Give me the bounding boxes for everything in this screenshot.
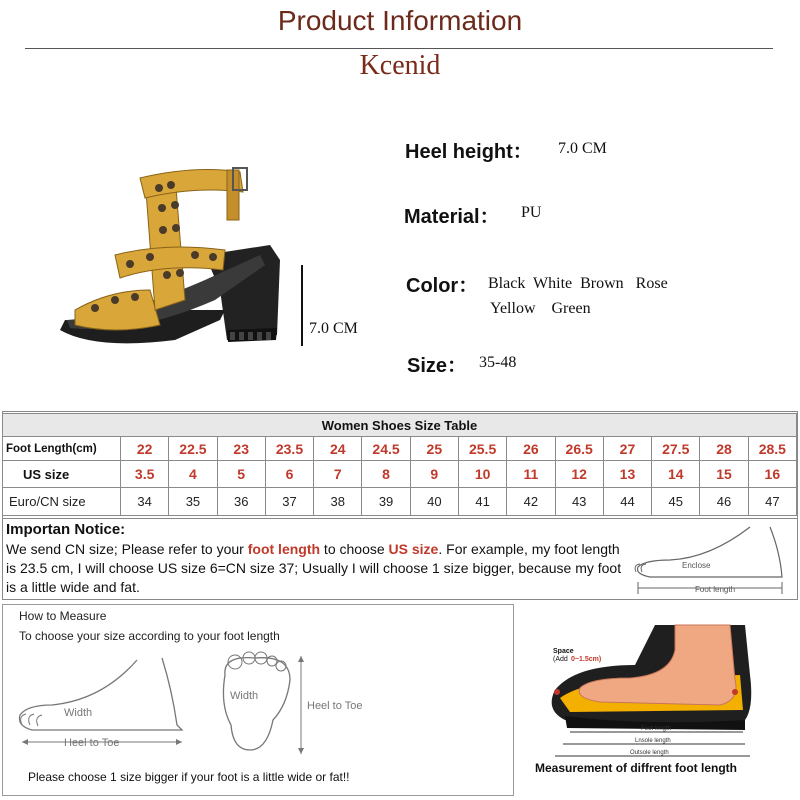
measure-footnote: Please choose 1 size bigger if your foot is a little wide or fat!!: [28, 770, 350, 784]
eu-size-cell: 35: [169, 488, 217, 516]
side-foot-diagram: [12, 650, 212, 750]
color-values-line1: Black White Brown Rose: [488, 275, 668, 292]
notice-text-3: . For example, my foot length is 23.5 cm, I will choose US size 6=CN size 37; Usually I will choose 1 size bigger, because my foot is a little wide and fat.: [6, 541, 622, 595]
top-heel-to-toe-label: Heel to Toe: [307, 700, 363, 712]
us-size-cell: 9: [410, 461, 458, 488]
sandal-image: [55, 160, 315, 360]
eu-size-cell: 39: [362, 488, 410, 516]
us-size-cell: 14: [652, 461, 700, 488]
foot-length-cell: 23: [217, 437, 265, 461]
eu-size-cell: 43: [555, 488, 603, 516]
enclose-label: Enclose: [682, 561, 711, 570]
eu-size-cell: 47: [748, 488, 796, 516]
side-width-label: Width: [64, 707, 93, 719]
heel-height-label: Heel height：: [405, 141, 533, 163]
measure-title: How to Measure: [19, 609, 107, 623]
us-size-row: [3, 461, 797, 488]
diagram-foot-length-label: Foot length: [695, 585, 736, 594]
eu-size-cell: 38: [314, 488, 362, 516]
page-title: Product Information: [277, 5, 523, 36]
heel-dimension-line: [301, 265, 303, 346]
foot-length-cell: 27: [603, 437, 651, 461]
shoe-fit-diagram: [545, 620, 760, 760]
us-size-cell: 8: [362, 461, 410, 488]
brand-name: Kcenid: [359, 50, 441, 81]
foot-length-cell: 25.5: [458, 437, 506, 461]
add-value: 0~1.5cm): [571, 656, 602, 663]
us-size-cell: 16: [748, 461, 796, 488]
us-size-cell: 15: [700, 461, 748, 488]
color-values-line2: Yellow Green: [490, 300, 591, 317]
outsole-length-label: Outsole length: [630, 750, 669, 756]
notice-text: [6, 540, 631, 597]
size-value: 35-48: [479, 354, 517, 371]
eu-size-cell: 42: [507, 488, 555, 516]
us-size-cell: 5: [217, 461, 265, 488]
eu-size-cell: 44: [603, 488, 651, 516]
eu-size-cell: 45: [652, 488, 700, 516]
us-size-cell: 10: [458, 461, 506, 488]
foot-length-cell: 27.5: [652, 437, 700, 461]
foot-length-cell: 26: [507, 437, 555, 461]
notice-highlight-foot-length: foot length: [247, 541, 321, 557]
measure-subtitle: To choose your size according to your foot length: [19, 629, 280, 643]
foot-length-cell: 25: [410, 437, 458, 461]
foot-length-cell: 22.5: [169, 437, 217, 461]
title-divider: [25, 48, 773, 49]
foot-length-cell: 22: [121, 437, 169, 461]
us-size-cell: 12: [555, 461, 603, 488]
fit-foot-length-label: Foot length: [641, 726, 672, 732]
eu-size-cell: 41: [458, 488, 506, 516]
space-label: Space: [553, 648, 574, 655]
foot-length-cell: 24.5: [362, 437, 410, 461]
size-table: [2, 413, 797, 516]
us-size-cell: 13: [603, 461, 651, 488]
heel-height-value: 7.0 CM: [558, 140, 607, 157]
us-size-cell: 6: [265, 461, 313, 488]
size-table-title: Women Shoes Size Table: [3, 414, 797, 437]
eu-size-label: Euro/CN size: [3, 488, 121, 516]
side-heel-to-toe-label: Heel to Toe: [64, 737, 120, 749]
eu-size-cell: 46: [700, 488, 748, 516]
eu-size-cell: 34: [121, 488, 169, 516]
top-width-label: Width: [230, 690, 259, 702]
notice-foot-diagram: [630, 522, 795, 597]
eu-size-cell: 37: [265, 488, 313, 516]
color-label: Color：: [406, 275, 479, 297]
add-label: (Add: [553, 656, 568, 663]
us-size-cell: 4: [169, 461, 217, 488]
foot-length-row: [3, 437, 797, 461]
us-size-label: US size: [3, 461, 121, 488]
top-foot-diagram: [215, 650, 395, 760]
us-size-cell: 7: [314, 461, 362, 488]
foot-length-label: Foot Length(cm): [3, 437, 121, 461]
heel-dimension-label: 7.0 CM: [309, 320, 358, 337]
us-size-cell: 11: [507, 461, 555, 488]
insole-length-label: Lnsole length: [635, 738, 671, 744]
eu-size-cell: 40: [410, 488, 458, 516]
foot-length-cell: 26.5: [555, 437, 603, 461]
notice-text-1: We send CN size; Please refer to your: [6, 541, 248, 557]
foot-length-cell: 24: [314, 437, 362, 461]
material-value: PU: [521, 204, 542, 221]
size-label: Size：: [407, 355, 468, 377]
eu-size-row: [3, 488, 797, 516]
notice-text-2: to choose: [320, 541, 389, 557]
material-label: Material：: [404, 206, 500, 228]
fit-caption: Measurement of diffrent foot length: [535, 761, 737, 775]
foot-length-cell: 28: [700, 437, 748, 461]
foot-length-cell: 28.5: [748, 437, 796, 461]
notice-highlight-us-size: US size: [388, 541, 439, 557]
notice-heading: Importan Notice:: [6, 521, 126, 538]
us-size-cell: 3.5: [121, 461, 169, 488]
eu-size-cell: 36: [217, 488, 265, 516]
foot-length-cell: 23.5: [265, 437, 313, 461]
